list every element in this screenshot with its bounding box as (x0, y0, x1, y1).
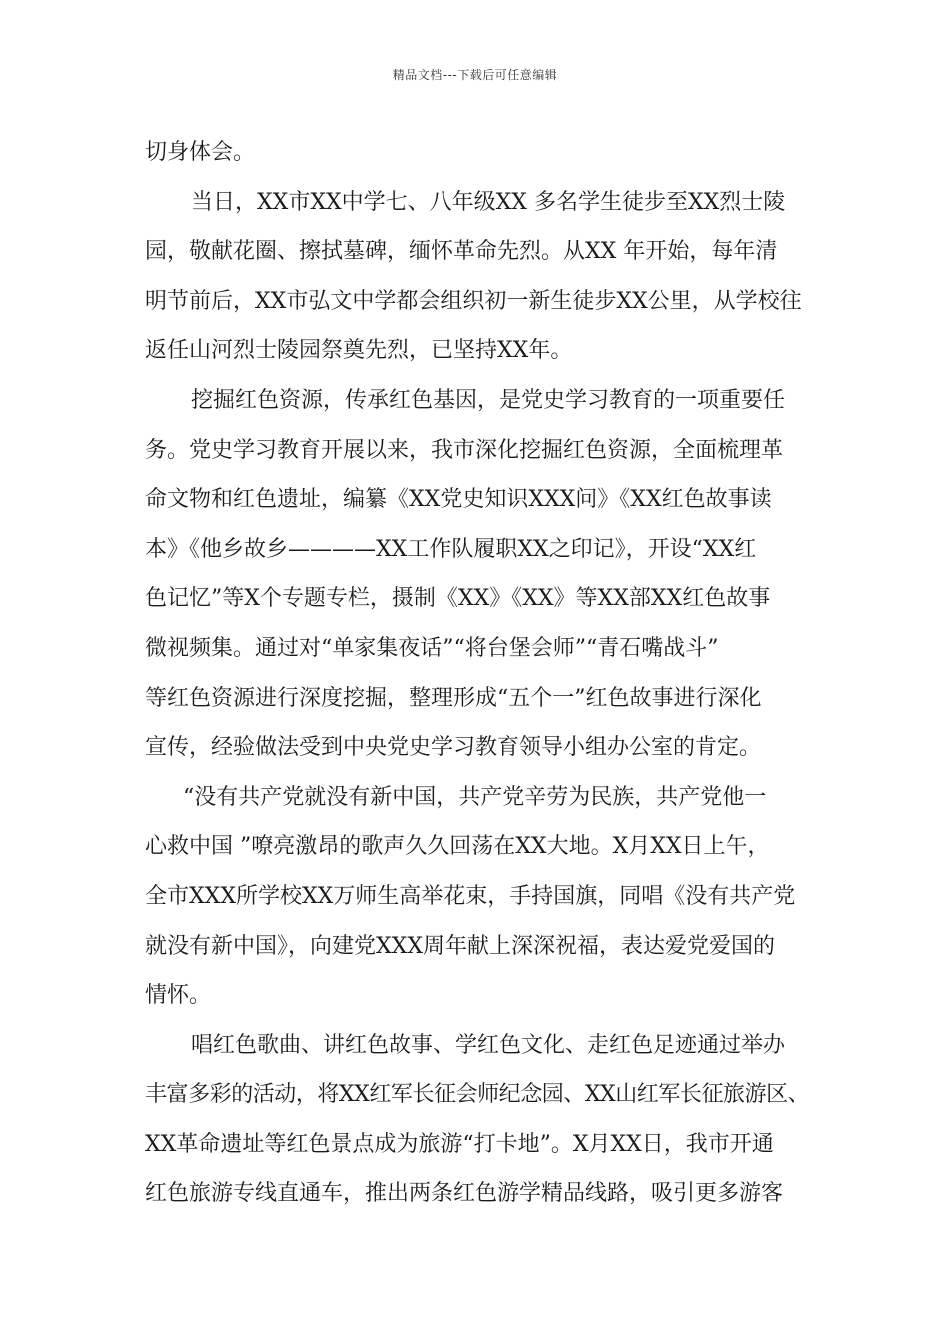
text-line: 唱红色歌曲、讲红色故事、学红色文化、走红色足迹通过举办 (191, 1032, 786, 1058)
text-line: 丰富多彩的活动，将XX红军长征会师纪念园、XX山红军长征旅游区、 (145, 1082, 810, 1108)
text-line: 心救中国 ”嘹亮激昂的歌声久久回荡在XX大地。X月XX日上午， (145, 834, 770, 860)
text-line: 等红色资源进行深度挖掘，整理形成“五个一”红色故事进行深化 (145, 685, 762, 711)
text-line: 当日，XX市XX中学七、八年级XX 多名学生徒步至XX烈士陵 (191, 189, 786, 215)
text-line: 命文物和红色遗址，编纂《XX党史知识XXX问》《XX红色故事读 (145, 487, 772, 513)
body-text (145, 128, 810, 1219)
text-line: 色记忆”等X个专题专栏，摄制《XX》《XX》等XX部XX红色故事 (145, 586, 771, 612)
text-line: 就没有新中国》，向建党XXX周年献上深深祝福，表达爱党爱国的 (145, 933, 775, 959)
text-line: 切身体会。 (145, 140, 256, 165)
text-line: 挖掘红色资源，传承红色基因，是党史学习教育的一项重要任 (191, 387, 786, 413)
text-line: 返任山河烈士陵园祭奠先烈，已坚持XX年。 (145, 338, 573, 364)
text-line: 宣传，经验做法受到中央党史学习教育领导小组办公室的肯定。 (145, 735, 762, 761)
text-line: 明节前后，XX市弘文中学都会组织初一新生徒步XX公里，从学校往 (145, 288, 802, 314)
text-line: 本》《他乡故乡————XX工作队履职XX之印记》，开设“XX红 (145, 536, 757, 562)
page-header: 精品文档---下载后可任意编辑 (392, 68, 558, 82)
text-line: 全市XXX所学校XX万师生高举花束，手持国旗，同唱《没有共产党 (145, 883, 796, 909)
text-line: “没有共产党就没有新中国，共产党辛劳为民族，共产党他一 (183, 784, 767, 810)
text-line: 务。党史学习教育开展以来，我市深化挖掘红色资源，全面梳理革 (145, 437, 784, 463)
text-line: 微视频集。通过对“单家集夜话”“将台堡会师”“青石嘴战斗” (145, 635, 719, 661)
text-line: 园，敬献花圈、擦拭墓碑，缅怀革命先烈。从XX 年开始，每年清 (145, 239, 778, 265)
text-line: XX革命遗址等红色景点成为旅游“打卡地”。X月XX日，我市开通 (145, 1131, 774, 1157)
text-line: 红色旅游专线直通车，推出两条红色游学精品线路，吸引更多游客 (145, 1181, 784, 1207)
text-line: 情怀。 (145, 983, 212, 1009)
